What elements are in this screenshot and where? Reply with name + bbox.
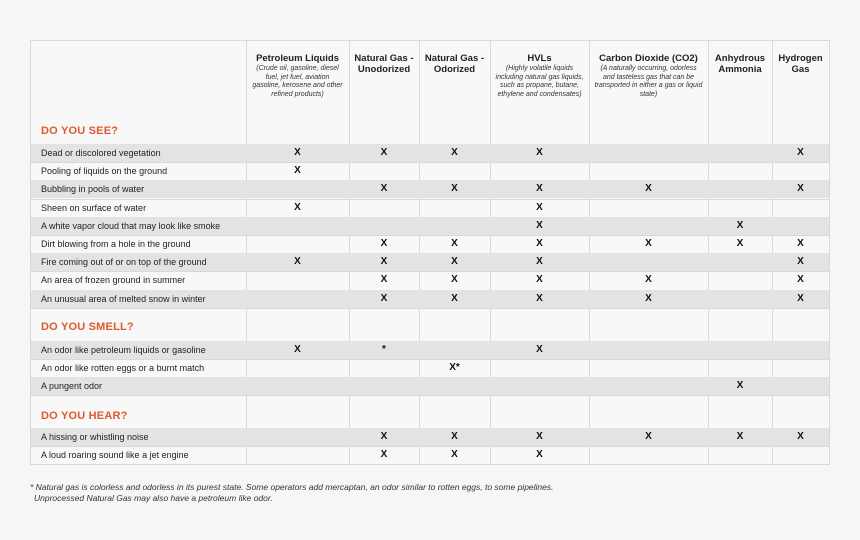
indicator-mark-ngo: X — [451, 238, 458, 249]
column-header-ngo — [419, 41, 490, 143]
table-row — [31, 144, 829, 162]
column-subtitle: (Crude oil, gasoline, diesel fuel, jet fuel, aviation gasoline, kerosene and other refined products) — [252, 65, 343, 98]
indicator-mark-ngo: X — [451, 256, 458, 268]
table-row — [31, 199, 829, 217]
section-title: DO YOU SEE? — [41, 125, 119, 137]
indicator-mark-pet: X — [294, 147, 301, 158]
table-row — [31, 271, 829, 289]
table-row — [31, 290, 829, 308]
row-divider — [31, 308, 829, 309]
indicator-mark-ngo: X — [451, 292, 458, 304]
indicator-mark-ngu: X — [380, 256, 388, 268]
indicator-mark-ngo: X — [451, 274, 458, 286]
footnote — [30, 482, 554, 504]
indicator-mark-hvl: X — [536, 256, 543, 268]
indicator-mark-hvl: X — [536, 292, 543, 304]
indicator-mark-pet: X — [294, 165, 301, 177]
column-subtitle: (Highly volatile liquids including natural gas liquids, such as propane, butane, ethylene and condensates) — [495, 65, 584, 98]
row-label: Dead or discolored vegetation — [41, 148, 161, 158]
indicator-mark-ngo: X — [451, 147, 458, 158]
column-title: Natural Gas - Unodorized — [354, 53, 414, 75]
indicator-mark-hvl: X — [536, 343, 543, 355]
indicator-mark-hvl: X — [536, 430, 543, 442]
indicator-mark-ngu: * — [382, 343, 386, 355]
indicator-mark-nh3: X — [736, 379, 744, 391]
indicator-mark-ngu: X — [380, 183, 388, 195]
indicator-mark-nh3: X — [736, 238, 744, 249]
indicator-mark-ngu: X — [380, 292, 388, 304]
row-label: Pooling of liquids on the ground — [41, 166, 168, 177]
indicator-mark-ngo: X — [451, 448, 458, 460]
column-header-hvl — [490, 41, 589, 143]
indicator-mark-h2: X — [797, 183, 804, 195]
row-label: Bubbling in pools of water — [41, 184, 145, 195]
indicator-mark-ngu: X — [380, 448, 388, 460]
indicator-mark-ngu: X — [380, 274, 388, 286]
column-title: Carbon Dioxide (CO2) — [599, 53, 698, 64]
row-label: An odor like rotten eggs or a burnt match — [41, 362, 205, 373]
indicator-mark-co2: X — [645, 430, 652, 442]
row-label: A hissing or whistling noise — [41, 431, 149, 442]
table-row — [31, 162, 829, 180]
table-row — [31, 377, 829, 395]
indicator-mark-h2: X — [797, 430, 804, 442]
table-row — [31, 253, 829, 271]
indicator-mark-hvl: X — [536, 183, 543, 195]
table-row — [31, 446, 829, 464]
row-label: An odor like petroleum liquids or gasoline — [41, 344, 206, 355]
indicator-mark-h2: X — [797, 238, 804, 249]
indicator-mark-hvl: X — [536, 448, 543, 460]
indicator-mark-h2: X — [797, 147, 804, 158]
indicator-mark-h2: X — [797, 256, 804, 268]
column-subtitle: (A naturally occurring, odorless and tasteless gas that can be transported in either a gas or liquid state) — [594, 65, 703, 98]
row-divider — [31, 395, 829, 396]
indicator-mark-hvl: X — [536, 201, 543, 213]
indicator-mark-co2: X — [645, 274, 652, 286]
indicator-mark-nh3: X — [736, 219, 744, 231]
column-title: Anhydrous Ammonia — [714, 53, 766, 75]
row-label: An unusual area of melted snow in winter — [41, 293, 206, 304]
indicator-mark-pet: X — [294, 343, 301, 355]
indicator-mark-hvl: X — [536, 274, 543, 286]
row-label: A loud roaring sound like a jet engine — [41, 449, 189, 460]
indicator-mark-ngo: X — [451, 430, 458, 442]
table-row — [31, 359, 829, 377]
column-title: Hydrogen Gas — [778, 53, 823, 75]
table-row — [31, 180, 829, 198]
column-title: HVLs — [527, 53, 552, 64]
row-label: Sheen on surface of water — [41, 202, 147, 213]
row-label: Dirt blowing from a hole in the ground — [41, 239, 191, 249]
indicator-mark-pet: X — [294, 256, 301, 268]
column-header-nh3 — [708, 41, 772, 143]
column-header-co2 — [589, 41, 708, 143]
section-title: DO YOU HEAR? — [41, 410, 128, 422]
footnote-line-2: Unprocessed Natural Gas may also have a petroleum like odor. — [34, 493, 273, 503]
indicator-mark-hvl: X — [536, 147, 543, 158]
indicator-mark-hvl: X — [536, 238, 543, 249]
indicator-mark-ngu: X — [380, 430, 388, 442]
indicator-mark-co2: X — [645, 238, 652, 249]
column-header-ngu — [349, 41, 419, 143]
table-row — [31, 235, 829, 253]
column-header-h2 — [772, 41, 829, 143]
column-title: Petroleum Liquids — [256, 53, 339, 64]
indicator-mark-h2: X — [797, 292, 804, 304]
indicator-table — [30, 40, 830, 465]
indicator-mark-ngu: X — [380, 238, 388, 249]
column-title: Natural Gas - Odorized — [424, 53, 485, 75]
column-header-pet — [246, 41, 349, 143]
indicator-mark-h2: X — [797, 274, 804, 286]
footnote-line-1: * Natural gas is colorless and odorless in its purest state. Some operators add mercaptan, an odor similar to rotten eggs, to some pipelines. — [30, 482, 554, 492]
indicator-mark-ngo: X — [451, 183, 458, 195]
row-label: An area of frozen ground in summer — [41, 275, 186, 286]
indicator-mark-ngu: X — [380, 147, 388, 158]
table-row — [31, 341, 829, 359]
row-label: Fire coming out of or on top of the ground — [41, 257, 207, 268]
indicator-mark-co2: X — [645, 292, 652, 304]
row-divider — [31, 464, 829, 465]
indicator-mark-hvl: X — [536, 219, 543, 231]
indicator-mark-ngo: X* — [449, 361, 460, 373]
indicator-mark-nh3: X — [736, 430, 744, 442]
section-title: DO YOU SMELL? — [41, 321, 134, 333]
row-label: A pungent odor — [41, 380, 103, 391]
indicator-mark-pet: X — [294, 201, 301, 213]
table-row — [31, 217, 829, 235]
row-label: A white vapor cloud that may look like smoke — [41, 220, 221, 231]
indicator-mark-co2: X — [645, 183, 652, 195]
table-row — [31, 428, 829, 446]
